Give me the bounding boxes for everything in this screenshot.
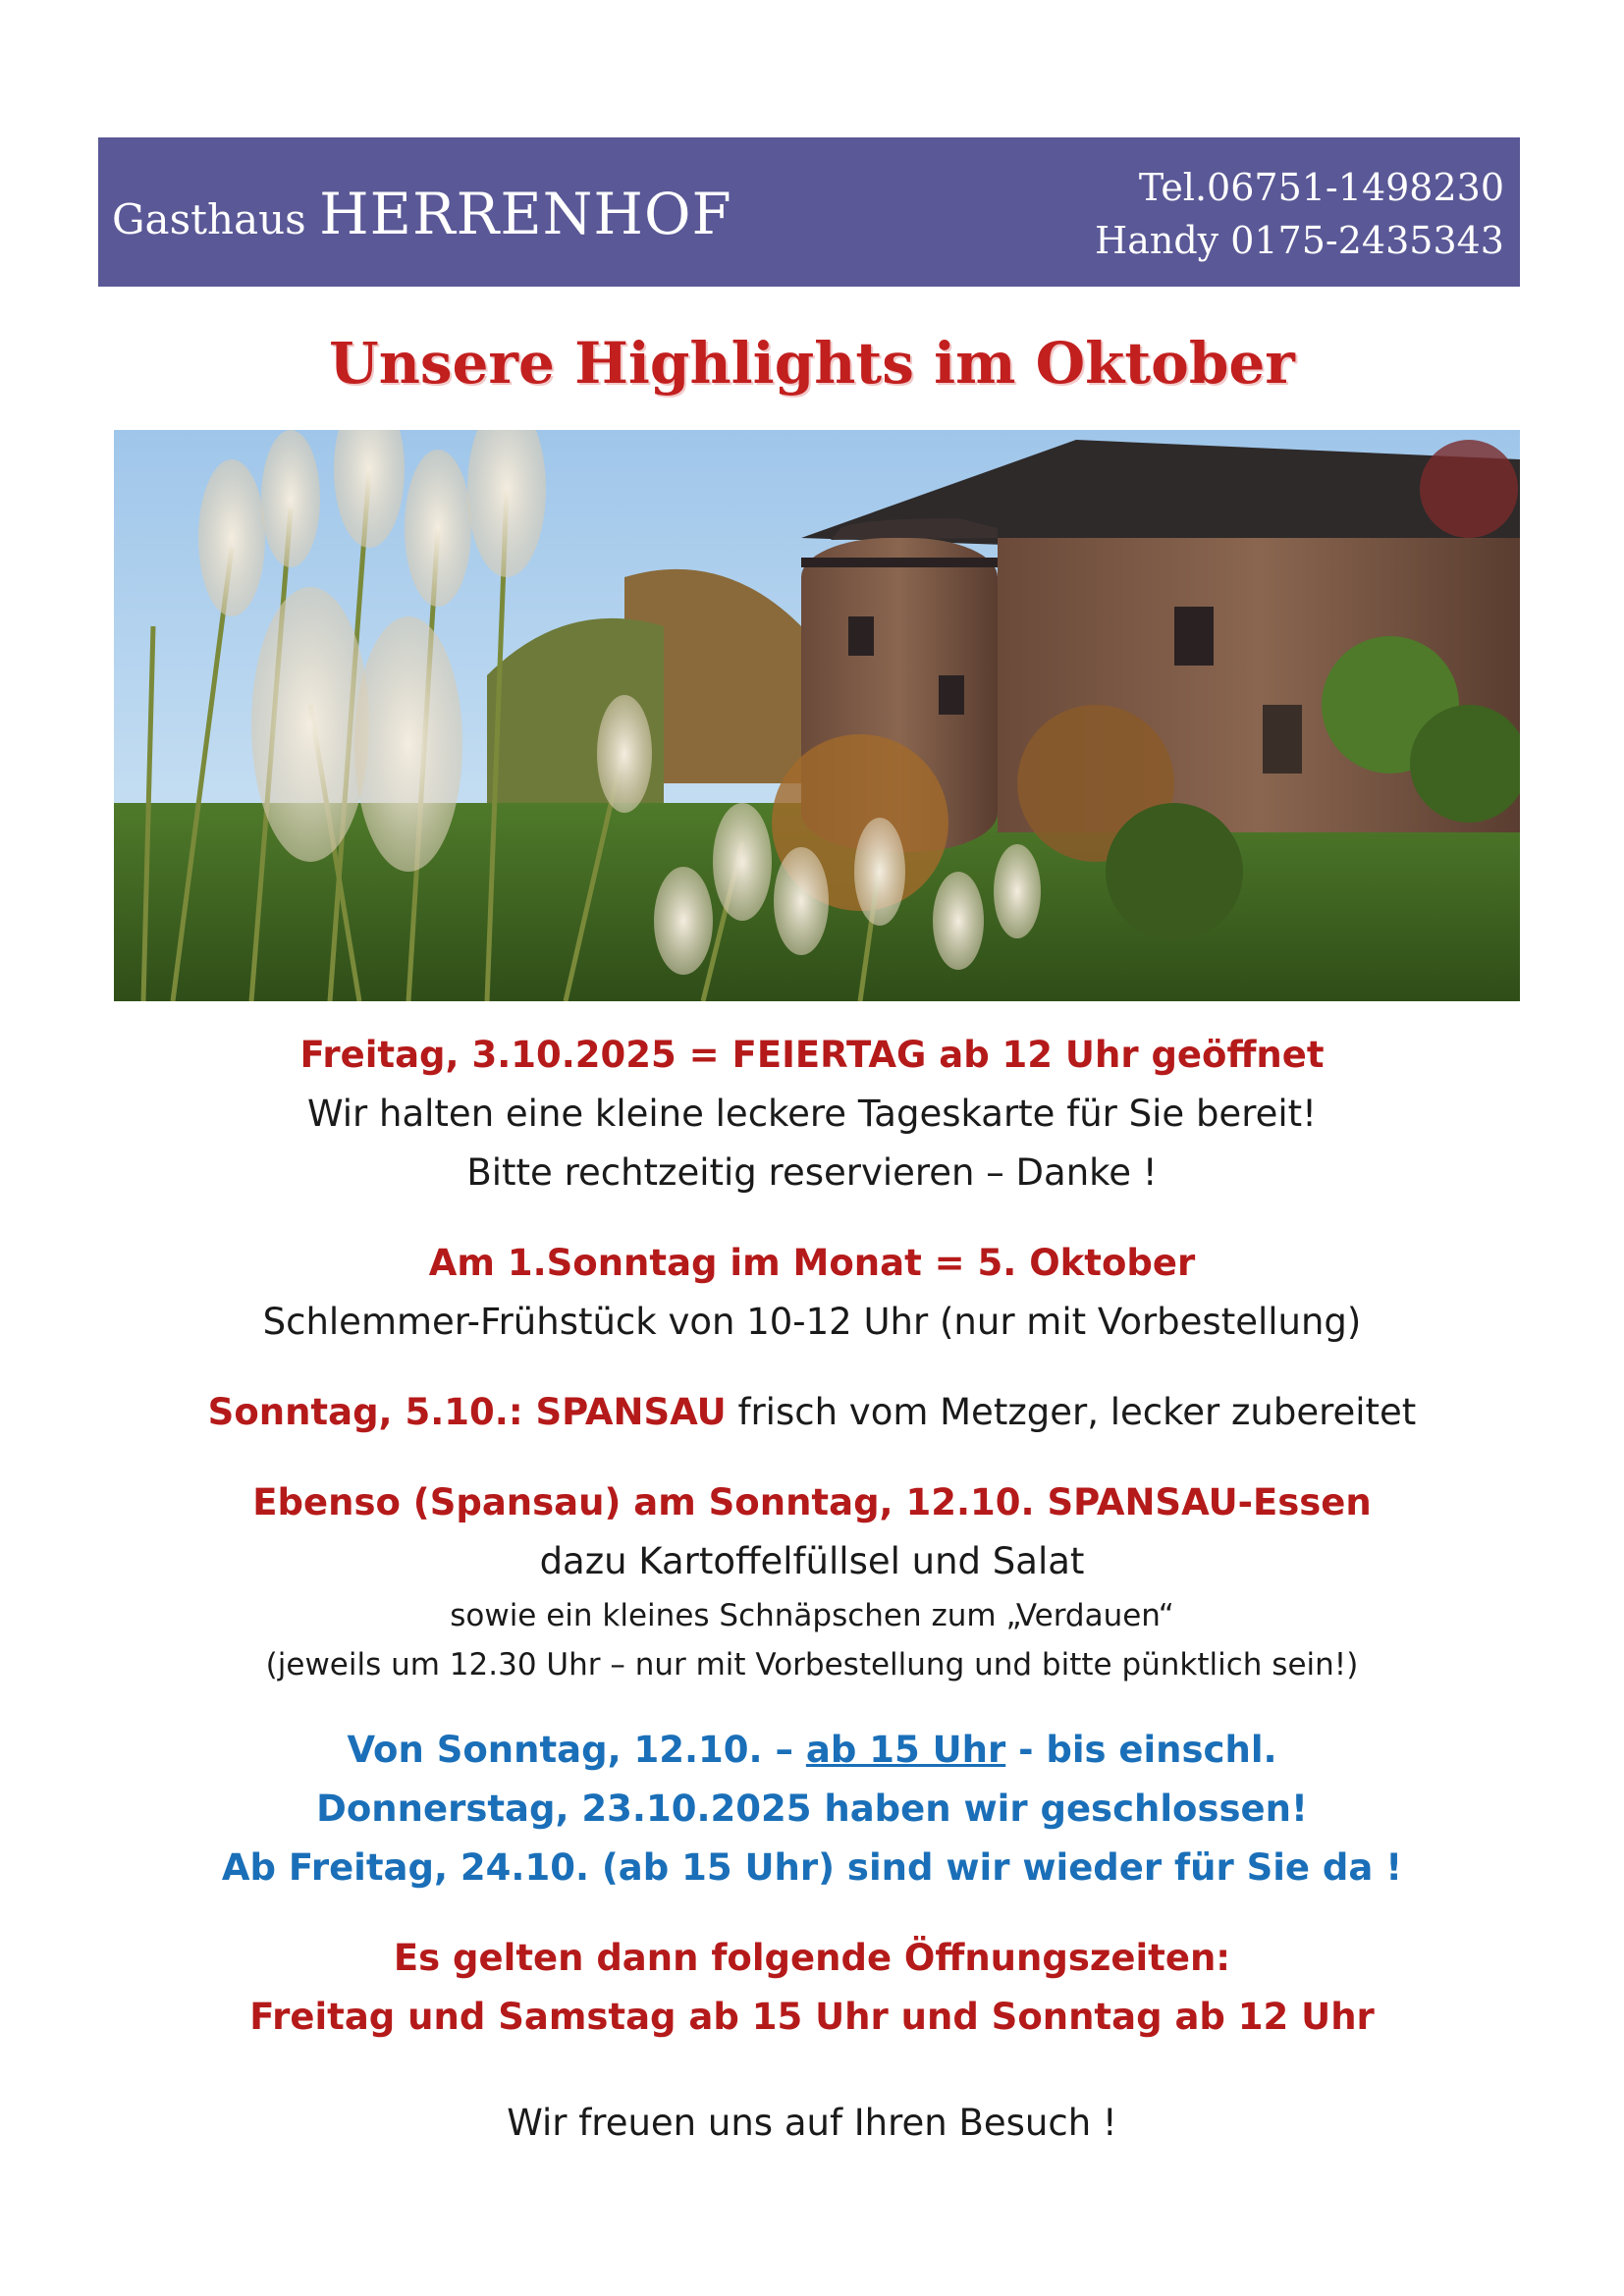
header-banner	[98, 137, 1520, 287]
hours-line-2: Freitag und Samstag ab 15 Uhr und Sonntag ab 12 Uhr	[249, 1996, 1375, 2038]
closing-line: Wir freuen uns auf Ihren Besuch !	[507, 2102, 1117, 2144]
closed-line-3: Ab Freitag, 24.10. (ab 15 Uhr) sind wir wieder für Sie da !	[221, 1846, 1403, 1889]
holiday-line-1: Wir halten eine kleine leckere Tageskarte für Sie bereit!	[307, 1093, 1317, 1135]
spansau-rest: frisch vom Metzger, lecker zubereitet	[726, 1391, 1417, 1433]
breakfast-line-1: Schlemmer-Frühstück von 10-12 Uhr (nur mit Vorbestellung)	[262, 1301, 1362, 1343]
phone-number: Tel.06751-1498230	[1138, 166, 1504, 209]
holiday-line-2: Bitte rechtzeitig reservieren – Danke !	[466, 1151, 1158, 1194]
closed-line-1b: ab 15 Uhr	[805, 1729, 1006, 1771]
contact-block	[1095, 161, 1504, 267]
spansau-second-line-2: sowie ein kleines Schnäpschen zum „Verdauen“	[450, 1598, 1174, 1633]
brand-title	[112, 181, 732, 247]
hours-line-1: Es gelten dann folgende Öffnungszeiten:	[393, 1937, 1231, 1979]
photo-illustration	[114, 430, 1520, 1001]
spansau-second-line-1: dazu Kartoffelfüllsel und Salat	[539, 1540, 1085, 1582]
breakfast-title: Am 1.Sonntag im Monat = 5. Oktober	[428, 1242, 1196, 1284]
brand-name: HERRENHOF	[319, 181, 732, 247]
closed-line-1a: Von Sonntag, 12.10. –	[347, 1729, 806, 1771]
page-title: Unsere Highlights im Oktober	[329, 330, 1295, 397]
holiday-title: Freitag, 3.10.2025 = FEIERTAG ab 12 Uhr geöffnet	[299, 1034, 1325, 1076]
spansau-title: Sonntag, 5.10.: SPANSAU	[207, 1391, 727, 1433]
garden-house-photo	[114, 430, 1520, 1001]
spansau-line	[98, 1383, 1526, 1442]
spansau-second-title: Ebenso (Spansau) am Sonntag, 12.10. SPANSAU-Essen	[252, 1481, 1372, 1523]
closed-line-2: Donnerstag, 23.10.2025 haben wir geschlossen!	[316, 1788, 1308, 1830]
closed-line-1c: - bis einschl.	[1005, 1729, 1277, 1771]
highlights-content	[98, 1026, 1526, 2153]
brand-prefix: Gasthaus	[112, 195, 306, 243]
closed-line-1	[98, 1721, 1526, 1780]
spansau-second-line-3: (jeweils um 12.30 Uhr – nur mit Vorbestellung und bitte pünktlich sein!)	[265, 1647, 1359, 1682]
mobile-number: Handy 0175-2435343	[1095, 219, 1504, 262]
